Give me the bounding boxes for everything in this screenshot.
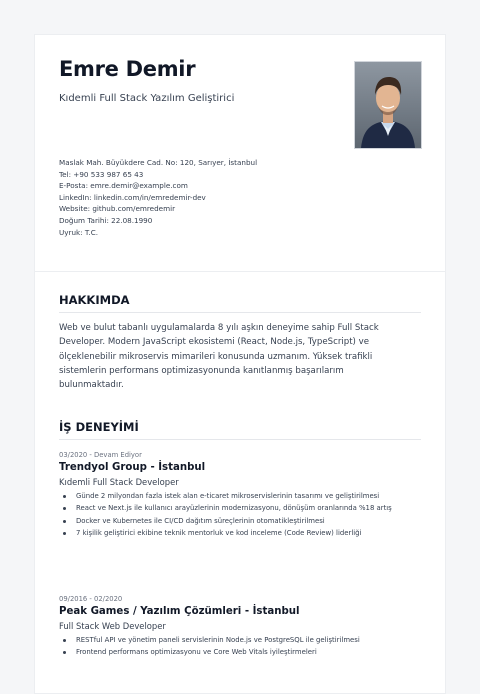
job-date: 09/2016 - 02/2020	[59, 595, 123, 603]
job-entry	[59, 595, 427, 661]
contact-email: E-Posta: emre.demir@example.com	[59, 181, 188, 191]
job-company: Trendyol Group - İstanbul	[59, 462, 206, 473]
contact-address: Maslak Mah. Büyükdere Cad. No: 120, Sarıyer, İstanbul	[59, 158, 258, 167]
job-bullet: Docker ve Kubernetes ile CI/CD dağıtım süreçlerinin otomatikleştirilmesi	[59, 517, 427, 526]
job-bullet: 7 kişilik geliştirici ekibine teknik mentorluk ve kod inceleme (Code Review) liderliği	[59, 529, 427, 538]
job-entry	[59, 451, 427, 542]
candidate-name: Emre Demir	[59, 57, 196, 81]
job-bullet: Frontend performans optimizasyonu ve Core Web Vitals iyileştirmeleri	[59, 648, 427, 657]
job-bullets	[59, 636, 427, 658]
job-bullet: RESTful API ve yönetim paneli servislerinin Node.js ve PostgreSQL ile geliştirilmesi	[59, 636, 427, 645]
contact-nationality: Uyruk: T.C.	[59, 227, 99, 237]
contact-birthdate: Doğum Tarihi: 22.08.1990	[59, 215, 153, 225]
job-bullets	[59, 492, 427, 538]
about-heading: HAKKIMDA	[59, 293, 130, 307]
contact-linkedin: LinkedIn: linkedin.com/in/emredemir-dev	[59, 192, 206, 202]
about-divider	[59, 312, 421, 313]
job-bullet: React ve Next.js ile kullanıcı arayüzlerinin modernizasyonu, dönüşüm oranlarında %18 artış	[59, 504, 427, 513]
about-text: Web ve bulut tabanlı uygulamalarda 8 yılı aşkın deneyime sahip Full Stack Developer. Modern JavaScript ekosistemi (React, Node.js, TypeScript) ve ölçeklenebilir mikroservis mimarileri konusunda uzmanım. Yüksek trafikli sistemlerin performans optimizasyonunda kanıtlanmış başarılarım bulunmaktadır.	[59, 323, 379, 391]
job-role: Full Stack Web Developer	[59, 621, 166, 631]
profile-photo	[354, 61, 422, 149]
contact-info	[59, 157, 257, 238]
experience-heading: İŞ DENEYİMİ	[59, 420, 139, 434]
candidate-title: Kıdemli Full Stack Yazılım Geliştirici	[59, 93, 235, 104]
resume-header	[35, 35, 445, 272]
contact-phone: Tel: +90 533 987 65 43	[59, 169, 144, 179]
job-role: Kıdemli Full Stack Developer	[59, 477, 179, 487]
job-company: Peak Games / Yazılım Çözümleri - İstanbul	[59, 606, 300, 617]
contact-website: Website: github.com/emredemir	[59, 204, 176, 214]
resume-page	[34, 34, 446, 694]
job-bullet: Günde 2 milyondan fazla istek alan e-ticaret mikroservislerinin tasarımı ve geliştirilmesi	[59, 492, 427, 501]
experience-divider	[59, 439, 421, 440]
job-date: 03/2020 - Devam Ediyor	[59, 451, 142, 459]
